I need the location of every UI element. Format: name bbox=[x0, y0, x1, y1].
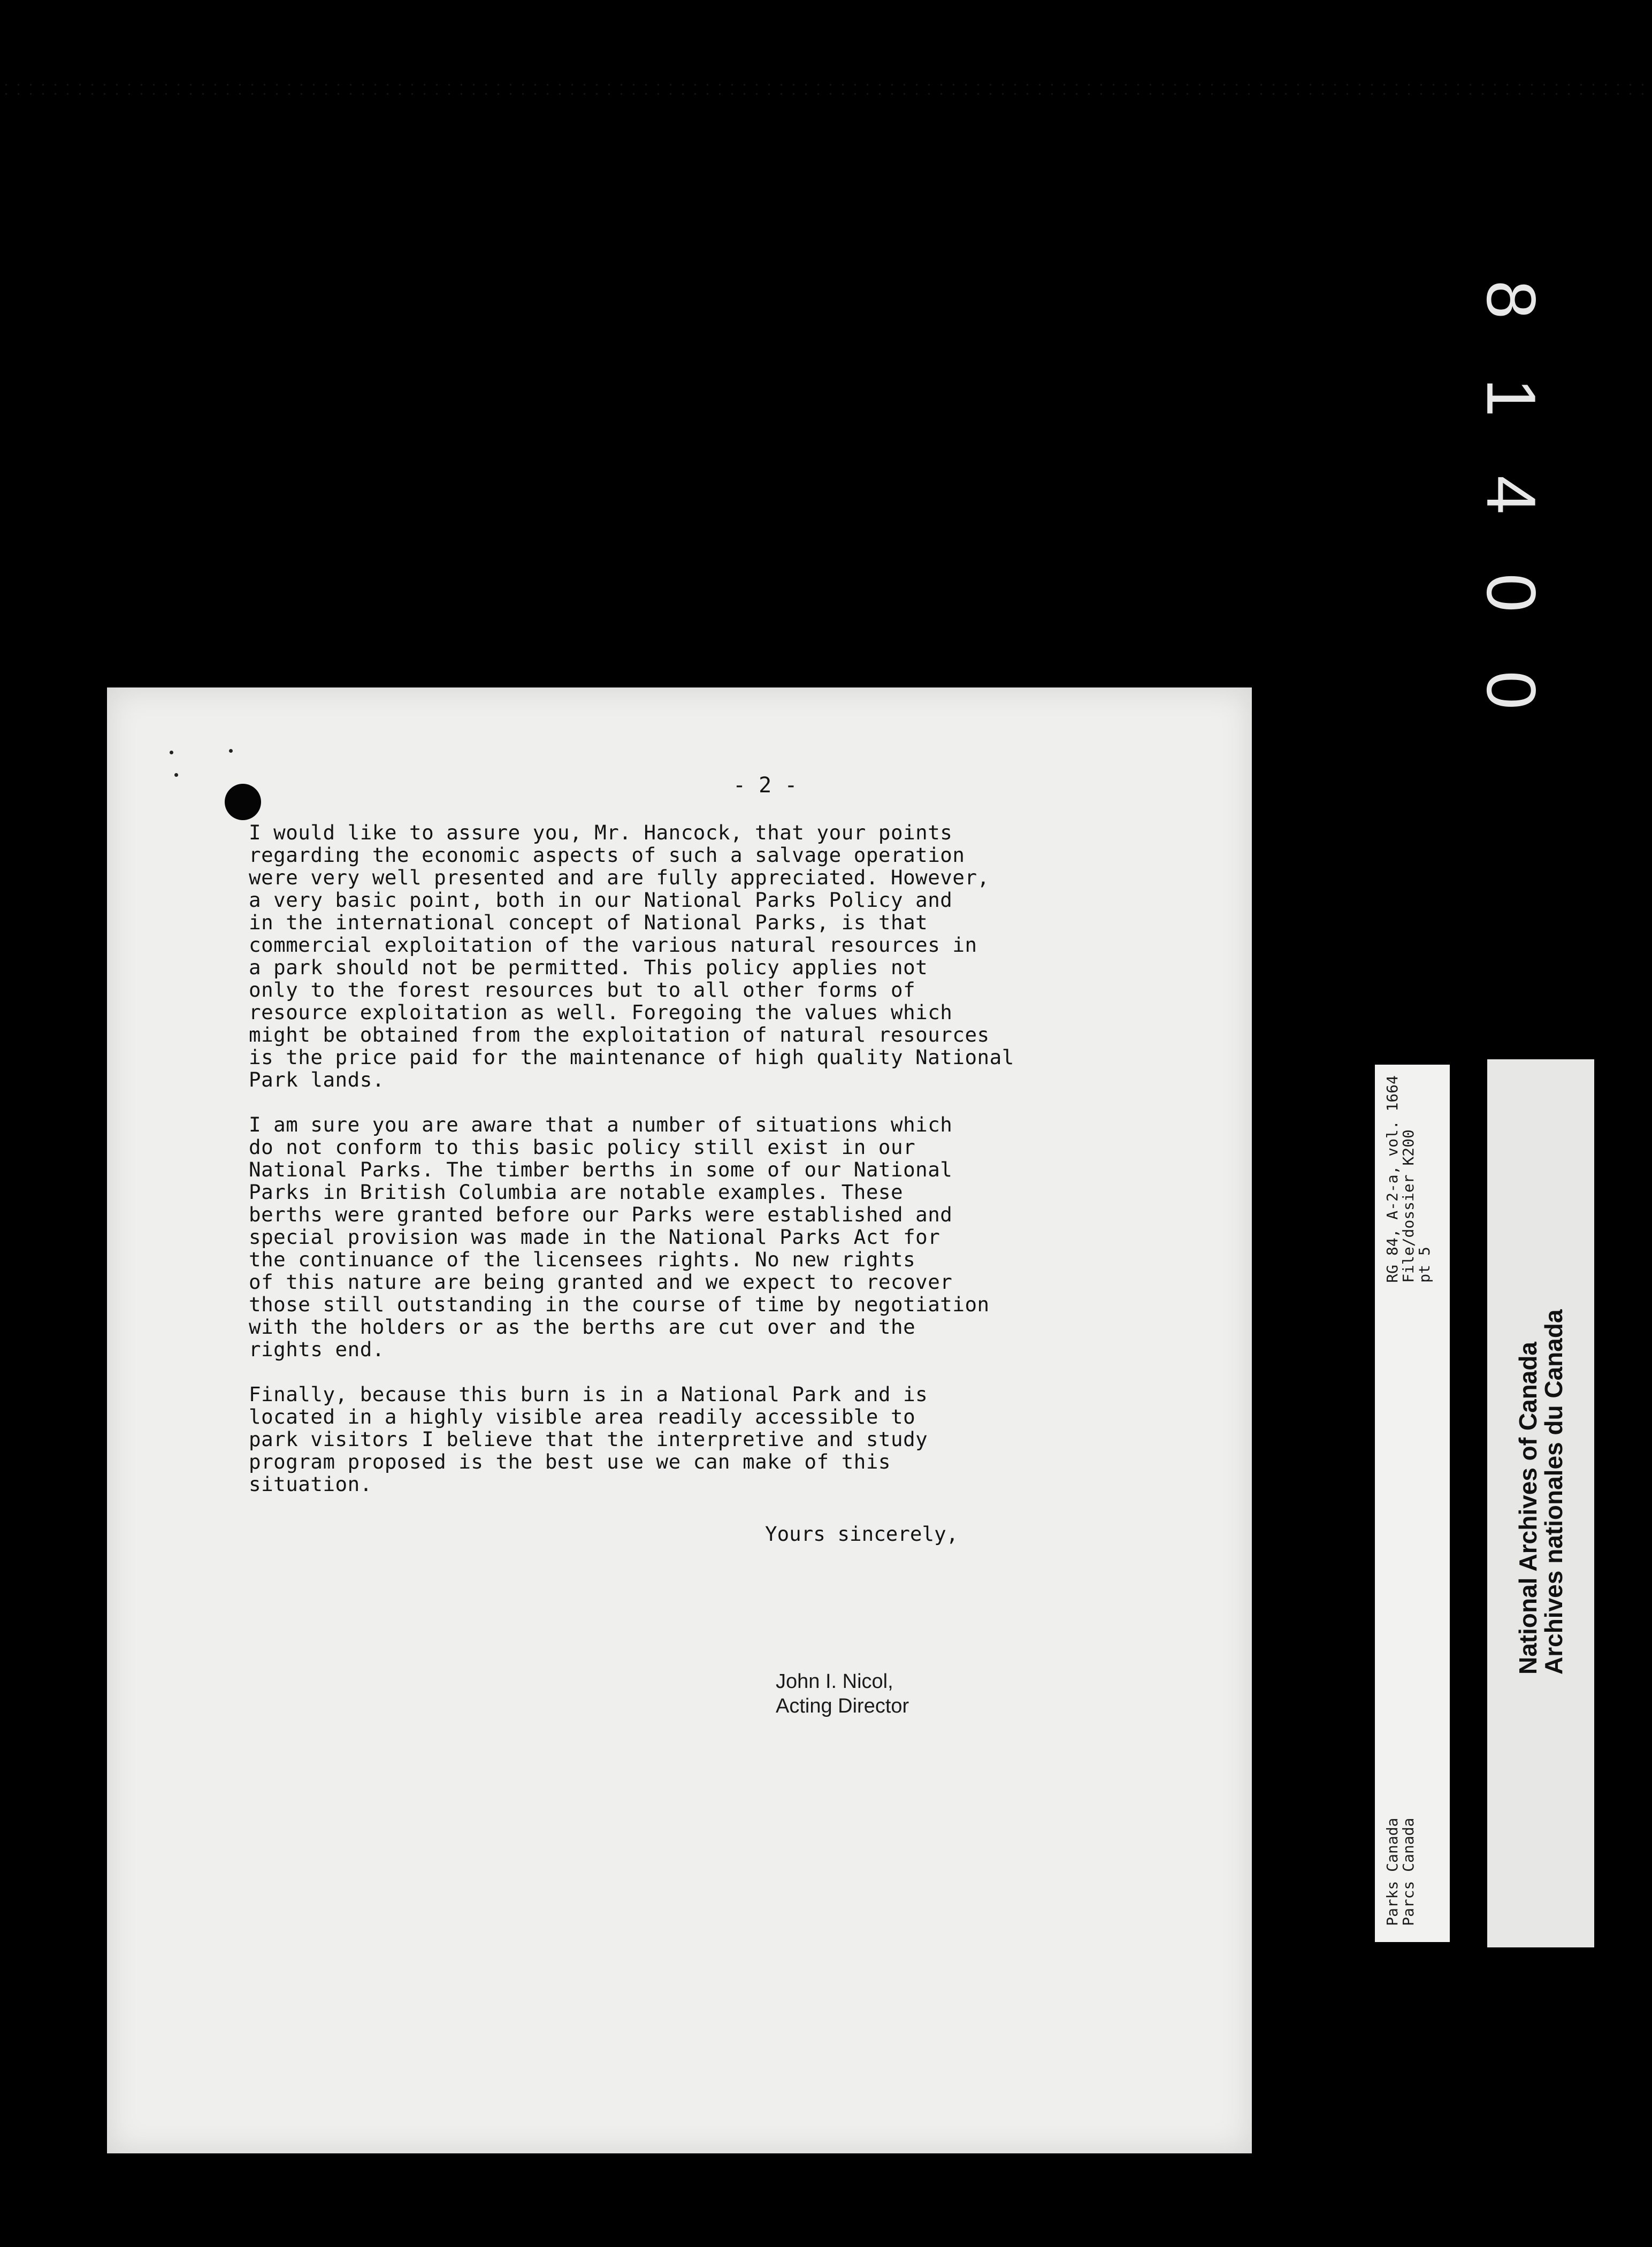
speck bbox=[229, 749, 233, 753]
frame-digit: 1 bbox=[1472, 378, 1550, 417]
scan-speckles bbox=[0, 80, 1652, 102]
paragraph: I would like to assure you, Mr. Hancock, that your points regarding the economic aspects of such a salvage operation were very well presented and are fully appreciated. However, a very basic point, both in our National Parks Policy and in the international concept of National Parks, is that commercial exploitation of the various natural resources in a park should not be permitted. This policy applies not only to the forest resources but to all other forms of resource exploitation as well. Foregoing the values which might be obtained from the exploitation of natural resources is the price paid for the maintenance of high quality National Park lands. bbox=[249, 821, 1014, 1091]
letter-page bbox=[107, 687, 1252, 2153]
archive-label bbox=[1487, 1059, 1594, 1947]
reference-label bbox=[1375, 1065, 1450, 1942]
page-number: - 2 - bbox=[733, 773, 798, 798]
speck bbox=[170, 751, 173, 754]
archive-name-fr: Archives nationales du Canada bbox=[1540, 1309, 1567, 1675]
signature-block bbox=[776, 1669, 909, 1718]
paragraph: Finally, because this burn is in a National Park and is located in a highly visible area readily accessible to park visitors I believe that the interpretive and study program proposed is the best use we can make of this situation. bbox=[249, 1382, 928, 1496]
speck bbox=[174, 773, 178, 777]
frame-digit: 4 bbox=[1472, 475, 1550, 515]
frame-digit: 0 bbox=[1472, 573, 1550, 612]
frame-number bbox=[1472, 265, 1550, 725]
paragraph: I am sure you are aware that a number of situations which do not conform to this basic policy still exist in our National Parks. The timber berths in some of our National Parks in British Columbia are notable examples. These berths were granted before our Parks were established and special provision was made in the National Parks Act for the continuance of the licensees rights. No new rights of this nature are being granted and we expect to recover those still outstanding in the course of time by negotiation with the holders or as the berths are cut over and the rights end. bbox=[249, 1113, 990, 1361]
archive-name-en: National Archives of Canada bbox=[1514, 1341, 1542, 1675]
signature-name: John I. Nicol, bbox=[776, 1670, 893, 1693]
agency-lines: Parks Canada Parcs Canada bbox=[1383, 1817, 1417, 1926]
archive-name bbox=[1515, 1309, 1566, 1675]
reference-lines: RG 84, A-2-a, vol. 1664 File/dossier K200 pt 5 bbox=[1383, 1075, 1433, 1283]
signature-title: Acting Director bbox=[776, 1695, 909, 1717]
frame-digit: 8 bbox=[1472, 280, 1550, 319]
closing: Yours sincerely, bbox=[765, 1522, 959, 1546]
frame-digit: 0 bbox=[1472, 670, 1550, 710]
letter-body bbox=[249, 821, 1244, 1518]
punch-hole bbox=[225, 784, 261, 820]
